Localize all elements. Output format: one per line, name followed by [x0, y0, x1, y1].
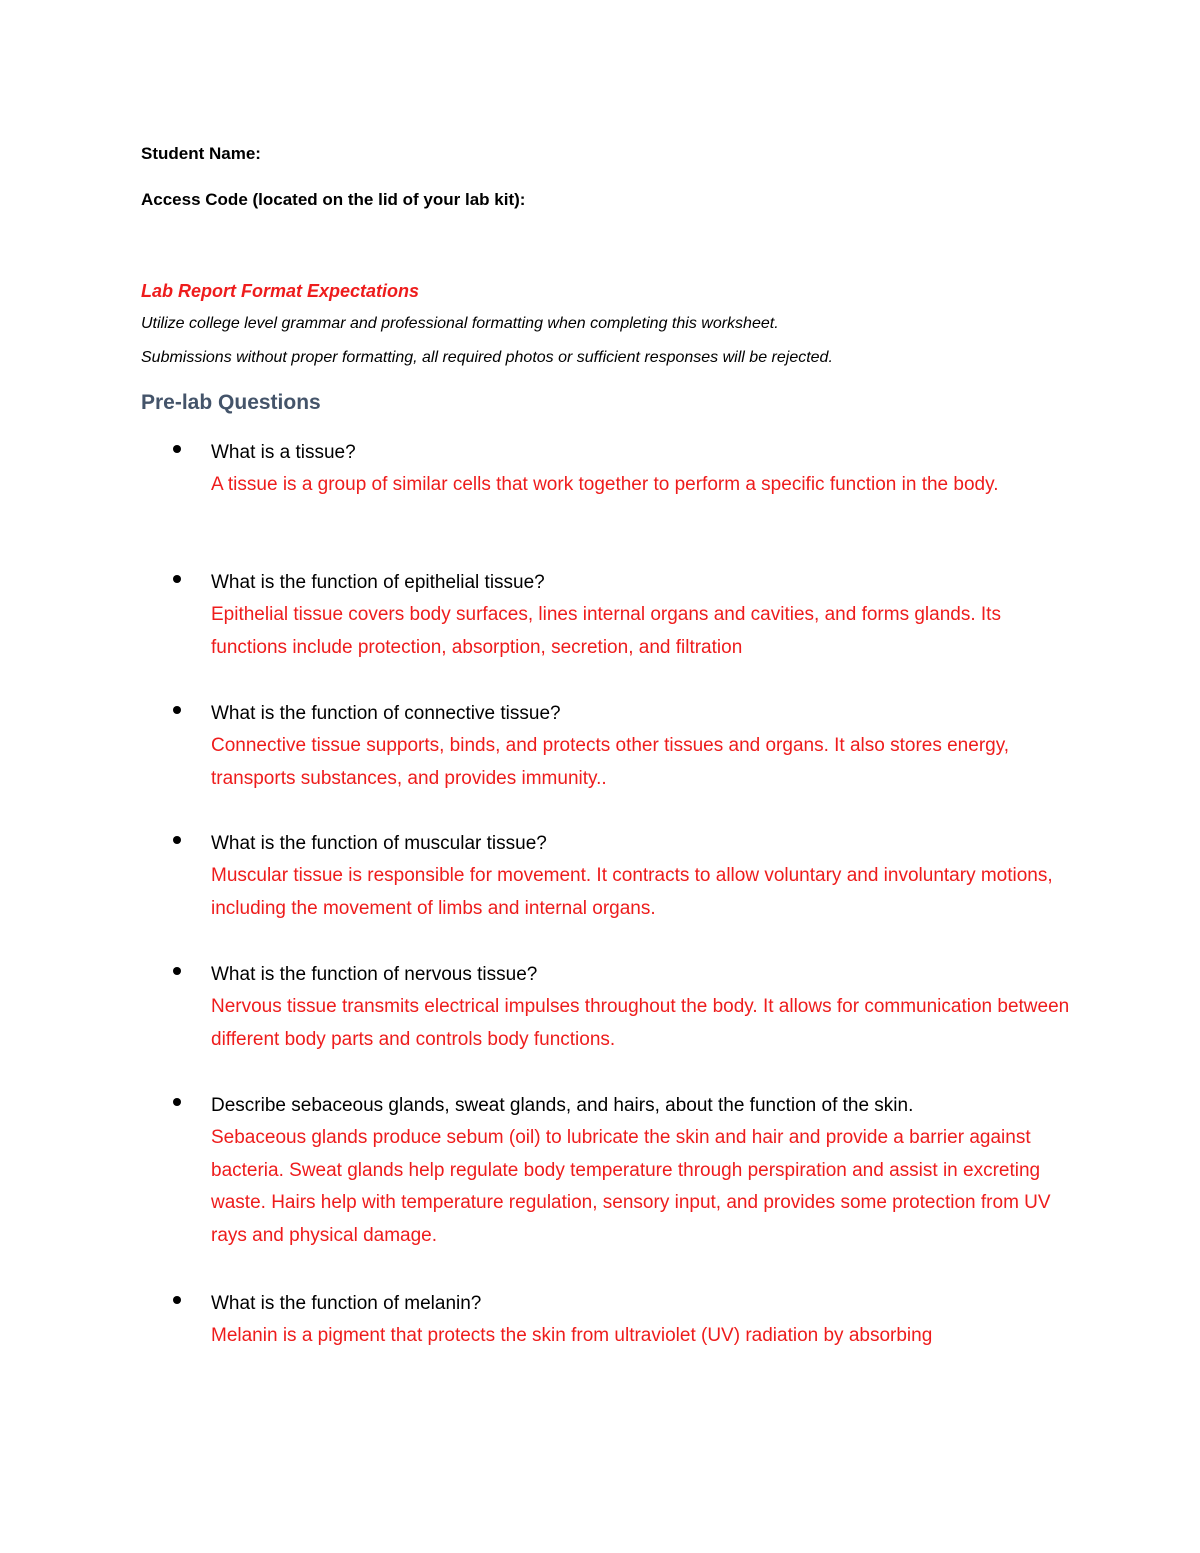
answer-text: Melanin is a pigment that protects the skin from ultraviolet (UV) radiation by absorbing: [211, 1325, 933, 1346]
answer-text: Connective tissue supports, binds, and protects other tissues and organs. It also stores energy, transports substances, and provides immunity..: [211, 735, 1010, 789]
bullet-icon: [173, 445, 181, 453]
question-text: What is the function of melanin?: [211, 1293, 482, 1314]
bullet-icon: [173, 706, 181, 714]
answer-text: Epithelial tissue covers body surfaces, lines internal organs and cavities, and forms glands. Its functions include protection, absorption, secretion, and filtration: [211, 604, 1001, 658]
question-text: What is the function of epithelial tissue?: [211, 572, 545, 593]
answer-text: Sebaceous glands produce sebum (oil) to lubricate the skin and hair and provide a barrier against bacteria. Sweat glands help regulate body temperature through perspiration and assist in excreting waste. Hairs help with temperature regulation, sensory input, and provides some protection from UV rays and physical damage.: [211, 1127, 1051, 1246]
access-code-label: Access Code (located on the lid of your lab kit):: [141, 190, 526, 209]
bullet-icon: [173, 1296, 181, 1304]
bullet-icon: [173, 967, 181, 975]
answer-text: Muscular tissue is responsible for movement. It contracts to allow voluntary and involuntary motions, including the movement of limbs and internal organs.: [211, 865, 1053, 919]
prelab-heading: Pre-lab Questions: [141, 391, 321, 414]
question-text: What is the function of muscular tissue?: [211, 833, 547, 854]
question-text: What is the function of nervous tissue?: [211, 964, 538, 985]
bullet-icon: [173, 575, 181, 583]
expectations-line-2: Submissions without proper formatting, all required photos or sufficient responses will be rejected.: [141, 349, 833, 366]
expectations-title: Lab Report Format Expectations: [141, 281, 420, 301]
answer-text: A tissue is a group of similar cells that work together to perform a specific function in the body.: [211, 474, 999, 495]
bullet-icon: [173, 1098, 181, 1106]
question-text: What is a tissue?: [211, 442, 356, 463]
bullet-icon: [173, 836, 181, 844]
student-name-label: Student Name:: [141, 144, 261, 163]
answer-text: Nervous tissue transmits electrical impulses throughout the body. It allows for communication between different body parts and controls body functions.: [211, 996, 1070, 1050]
expectations-line-1: Utilize college level grammar and professional formatting when completing this worksheet.: [141, 315, 779, 332]
question-text: Describe sebaceous glands, sweat glands, and hairs, about the function of the skin.: [211, 1095, 914, 1116]
question-text: What is the function of connective tissue?: [211, 703, 561, 724]
